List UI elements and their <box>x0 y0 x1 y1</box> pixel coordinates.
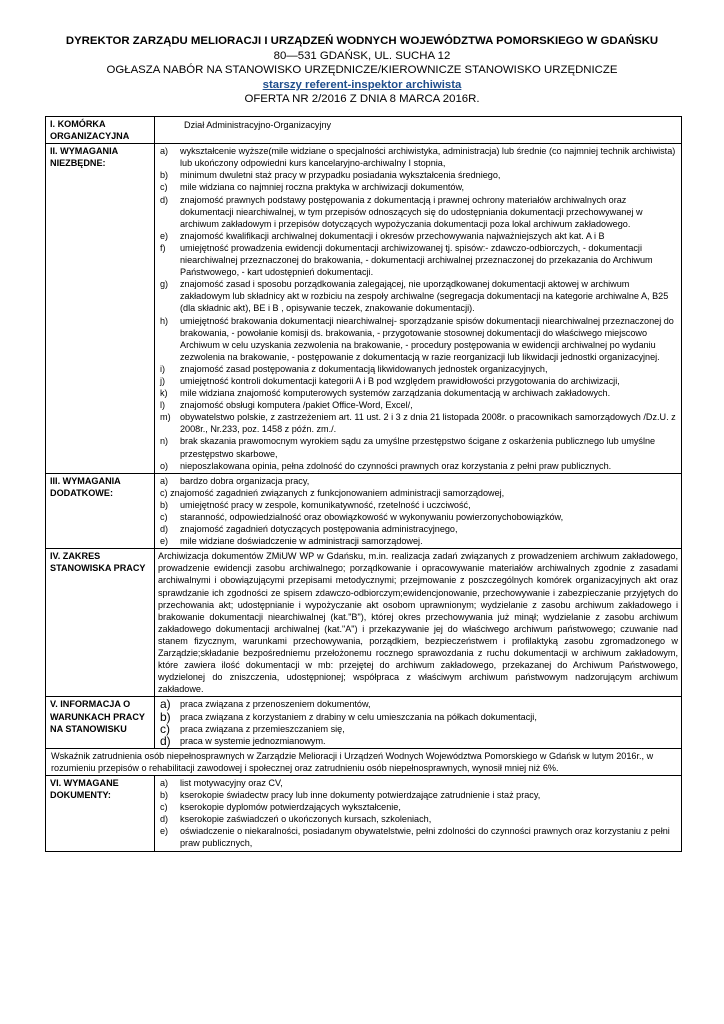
item-letter: b) <box>160 170 169 181</box>
item-letter: d) <box>160 814 169 825</box>
item-text: mile widziane doświadczenie w administracji samorządowej. <box>180 536 423 547</box>
list-item <box>158 523 678 535</box>
item-text: praca związana z przenoszeniem dokumentów, <box>180 699 371 710</box>
item-letter: g) <box>160 279 169 290</box>
item-letter: c) <box>160 512 168 522</box>
item-letter: c) <box>160 721 170 736</box>
list-item <box>158 475 678 487</box>
requirements-table <box>45 116 682 852</box>
item-letter: b) <box>160 790 169 801</box>
list-item <box>158 723 678 735</box>
item-text: znajomość obsługi komputera /pakiet Office-Word, Excel/, <box>180 400 413 411</box>
item-letter: c) <box>160 802 168 813</box>
employer-name: DYREKTOR ZARZĄDU MELIORACJI I URZĄDZEŃ WODNYCH WOJEWÓDZTWA POMORSKIEGO W GDAŃSKU <box>65 35 659 47</box>
list-item <box>158 711 678 723</box>
item-letter: o) <box>160 460 169 471</box>
list-item <box>158 399 678 411</box>
section-additional <box>46 473 682 549</box>
list-item <box>158 278 678 314</box>
announcement-header <box>46 34 678 107</box>
item-letter: l) <box>160 400 166 411</box>
item-text: mile widziana co najmniej roczna praktyka w archiwizacji dokumentów, <box>180 182 465 193</box>
item-text: nieposzlakowana opinia, pełna zdolność do czynności prawnych oraz korzystania z pełni praw publicznych. <box>180 460 612 471</box>
list-item <box>158 777 678 789</box>
list-item <box>158 387 678 399</box>
additional-list <box>155 473 682 549</box>
section-disability-rate <box>46 748 682 775</box>
item-letter: m) <box>160 412 171 423</box>
list-item <box>158 789 678 801</box>
department-name: Dział Administracyjno-Organizacyjny <box>184 120 332 130</box>
item-letter: d) <box>160 524 169 535</box>
position-title: starszy referent-inspektor archiwista <box>262 78 462 91</box>
item-letter: h) <box>160 315 169 326</box>
list-item <box>158 813 678 825</box>
section-scope <box>46 549 682 697</box>
item-text: kserokopie świadectw pracy lub inne dokumenty potwierdzające zatrudnienie i staż pracy, <box>180 790 541 801</box>
list-item <box>158 435 678 459</box>
item-letter: a) <box>160 475 169 486</box>
item-text: umiejętność kontroli dokumentacji kategorii A i B pod względem prawidłowości przygotowania do archiwizacji, <box>180 375 620 386</box>
item-text: obywatelstwo polskie, z zastrzeżeniem art. 11 ust. 2 i 3 z dnia 21 listopada 2008r. o pracownikach samorządowych /Dz.U. z 2008r., Nr.233, poz. 1458 z późn. zm./. <box>180 412 676 435</box>
item-letter: a) <box>160 146 169 157</box>
item-text: umiejętność prowadzenia ewidencji dokumentacji archiwizowanej tj. spisów:- zdawczo-odbiorczych, - dokumentacji niearchiwalnej przeznaczonej do brakowania, - dokumentacji archiwalnej przeznaczonej do przekazania do Archiwum Państwowego, - kart udostępnień dokumentacji. <box>180 242 653 278</box>
item-letter: d) <box>160 733 171 748</box>
item-letter: e) <box>160 826 169 837</box>
item-letter: c) <box>160 182 168 193</box>
item-letter: d) <box>160 194 169 205</box>
item-letter: j) <box>160 375 166 386</box>
item-text: znajomość kwalifikacji archiwalnej dokumentacji i okresów przechowywania najważniejszych akt kat. A i B <box>180 230 605 241</box>
section-conditions <box>46 697 682 748</box>
list-item <box>158 698 678 710</box>
item-letter: a) <box>160 697 171 712</box>
list-item <box>158 735 678 747</box>
disability-rate-note: Wskaźnik zatrudnienia osób niepełnosprawnych w Zarządzie Melioracji i Urządzeń Wodnych Województwa Pomorskiego w Gdańsk w lutym 2016r., w rozumieniu przepisów o rehabilitacji zawodowej i społecznej oraz zatrudnieniu osób niepełnosprawnych, wynosił mniej niż 6%. <box>46 748 682 775</box>
item-letter: f) <box>160 242 166 253</box>
item-letter: i) <box>160 363 166 374</box>
item-text: znajomość zagadnień dotyczących postępowania administracyjnego, <box>180 524 458 535</box>
list-item <box>158 511 678 523</box>
item-text: znajomość zasad i sposobu porządkowania zalegającej, nie uporządkowanej dokumentacji aktowej w archiwum zakładowym lub składnicy akt w rozbiciu na zespoły archiwalne (segregacja dokumentacji na kategorie archiwalne A, B25 (dla składnic akt), BE i B , opisywanie teczek, znakowanie dokumentacji). <box>180 279 669 314</box>
list-item <box>158 194 678 230</box>
list-item <box>158 460 678 472</box>
item-text: kserokopie dyplomów potwierdzających wykształcenie, <box>180 802 401 813</box>
item-text: minimum dwuletni staż pracy w przypadku posiadania wykształcenia średniego, <box>180 170 501 181</box>
list-item <box>158 375 678 387</box>
item-text: brak skazania prawomocnym wyrokiem sądu za umyślne przestępstwo ścigane z oskarżenia publicznego lub umyślne przestępstwo skarbowe, <box>180 436 656 459</box>
scope-text: Archiwizacja dokumentów ZMiUW WP w Gdańsku, m.in. realizacja zadań związanych z prowadzeniem archiwum zakładowego, prowadzenie ewidencji zasobu archiwalnego; porządkowanie i opracowywanie materiałów archiwalnych zgodnie z zasadami archiwalnymi i obowiązującymi przepisami metodycznymi; przejmowanie z poszczególnych komórek organizacyjnych akt oraz sprawdzanie ich zgodności ze spisem zdawczo-odbiorczym;ewidencjonowanie, przechowywanie i zabezpieczanie przyjętych do przechowania akt; udostępnianie i wypożyczanie akt osobom uprawnionym; wydzielanie z zasobu archiwum zakładowego i brakowanie dokumentacji niearchiwalnej (kat."B"), której okres przechowywania już minął; wydzielanie z zasobu archiwum zakładowego dokumentacji archiwalnej (kat."A") i przekazywanie jej do właściwego archiwum państwowego; czuwanie nad stanem fizycznym, warunkami przechowywania, porządkiem, bezpieczeństwem i profilaktyką zasobu zgromadzonego w Zarządzie;składanie bezpośredniemu przełożonemu rocznego sprawozdania z ruchu dokumentacji w archiwum zakładowym, które zawiera ilość dokumentacji w mb: przejętej do archiwum zakładowego, przekazanej do Archiwum Państwowego, wydzielonej do zniszczenia, udostępnionej; współpraca z właściwym archiwum państwowym nadzorującym archiwum zakładowe. <box>155 549 682 697</box>
section-label: IV. ZAKRES STANOWISKA PRACY <box>46 549 155 697</box>
section-label: V. INFORMACJA O WARUNKACH PRACY NA STANOWISKU <box>46 697 155 748</box>
list-item <box>158 825 678 849</box>
list-item <box>158 801 678 813</box>
section-documents <box>46 775 682 851</box>
list-item <box>158 169 678 181</box>
item-letter: b) <box>160 709 171 724</box>
list-item <box>158 499 678 511</box>
list-item <box>158 181 678 193</box>
list-item <box>158 230 678 242</box>
item-text: praca związana z korzystaniem z drabiny w celu umieszczania na półkach dokumentacji, <box>180 711 537 722</box>
item-text: list motywacyjny oraz CV, <box>180 777 283 788</box>
item-letter: n) <box>160 436 169 447</box>
item-letter: e) <box>160 536 169 547</box>
list-item <box>158 242 678 278</box>
item-text: umiejętność pracy w zespole, komunikatywność, rzetelność i uczciwość, <box>180 499 471 510</box>
offer-number: OFERTA NR 2/2016 Z DNIA 8 MARCA 2016R. <box>244 93 480 106</box>
list-item <box>158 535 678 547</box>
item-text: znajomość zasad postępowania z dokumentacją likwidowanych jednostek organizacyjnych, <box>180 363 548 374</box>
item-text: wykształcenie wyższe(mile widziane o specjalności archiwistyka, administracja) lub średnie (co najmniej technik archiwista) lub ukończony odpowiedni kurs kancelaryjno-archiwalny I stopnia, <box>180 146 676 169</box>
item-letter: b) <box>160 499 169 510</box>
list-item <box>158 315 678 363</box>
section-label: II. WYMAGANIA NIEZBĘDNE: <box>46 144 155 474</box>
list-item: c) znajomość zagadnień związanych z funkcjonowaniem administracji samorządowej, <box>160 487 505 498</box>
conditions-list <box>155 697 682 748</box>
item-text: bardzo dobra organizacja pracy, <box>180 475 310 486</box>
item-text: umiejętność brakowania dokumentacji niearchiwalnej- sporządzanie spisów dokumentacji niearchiwalnej przeznaczonej do brakowania, - powołanie komisji ds. brakowania, - przygotowanie stosownej dokumentacji do właściwego miejscowo Archiwum w celu uzyskania zezwolenia na brakowanie, - procedury postępowania w ewidencji archiwalnej po wydaniu zezwolenia na brakowanie, - postępowanie z dokumentacją w razie reorganizacji lub likwidacji jednostki organizacyjnej. <box>180 315 674 362</box>
item-letter: e) <box>160 230 169 241</box>
item-letter: k) <box>160 388 168 399</box>
required-list <box>155 144 682 474</box>
section-org-unit <box>46 117 682 144</box>
item-text: praca związana z przemieszczaniem się, <box>180 723 345 734</box>
documents-list <box>155 775 682 851</box>
item-text: znajomość prawnych podstawy postępowania z dokumentacją i prawnej ochrony materiałów archiwalnych oraz dokumentacji niearchiwalnej, w tym przepisów odnoszących się do udostępniania dokumentacji przechowywanej w archiwum zakładowym i przepisów dotyczących wypożyczania dokumentacji poza lokal archiwum zakładowego. <box>180 194 643 229</box>
announcement-line: OGŁASZA NABÓR NA STANOWISKO URZĘDNICZE/KIEROWNICZE STANOWISKO URZĘDNICZE <box>106 64 618 77</box>
section-label: VI. WYMAGANE DOKUMENTY: <box>46 775 155 851</box>
section-label: III. WYMAGANIA DODATKOWE: <box>46 473 155 549</box>
list-item <box>158 145 678 169</box>
section-label: I. KOMÓRKA ORGANIZACYJNA <box>46 117 155 144</box>
list-item <box>158 411 678 435</box>
item-text: mile widziana znajomość komputerowych systemów zarządzania dokumentacją w archiwach zakładowych. <box>180 388 611 399</box>
list-item <box>158 363 678 375</box>
item-text: praca w systemie jednozmianowym. <box>180 735 326 746</box>
item-text: oświadczenie o niekaralności, posiadanym obywatelstwie, pełni zdolności do czynności prawnych oraz korzystaniu z pełni praw publicznych, <box>180 826 670 849</box>
item-letter: a) <box>160 777 169 788</box>
section-required <box>46 144 682 474</box>
employer-address: 80—531 GDAŃSK, UL. SUCHA 12 <box>273 49 451 62</box>
item-text: kserokopie zaświadczeń o ukończonych kursach, szkoleniach, <box>180 814 432 825</box>
item-text: staranność, odpowiedzialność oraz obowiązkowość w wykonywaniu powierzonychobowiązków, <box>180 512 564 522</box>
